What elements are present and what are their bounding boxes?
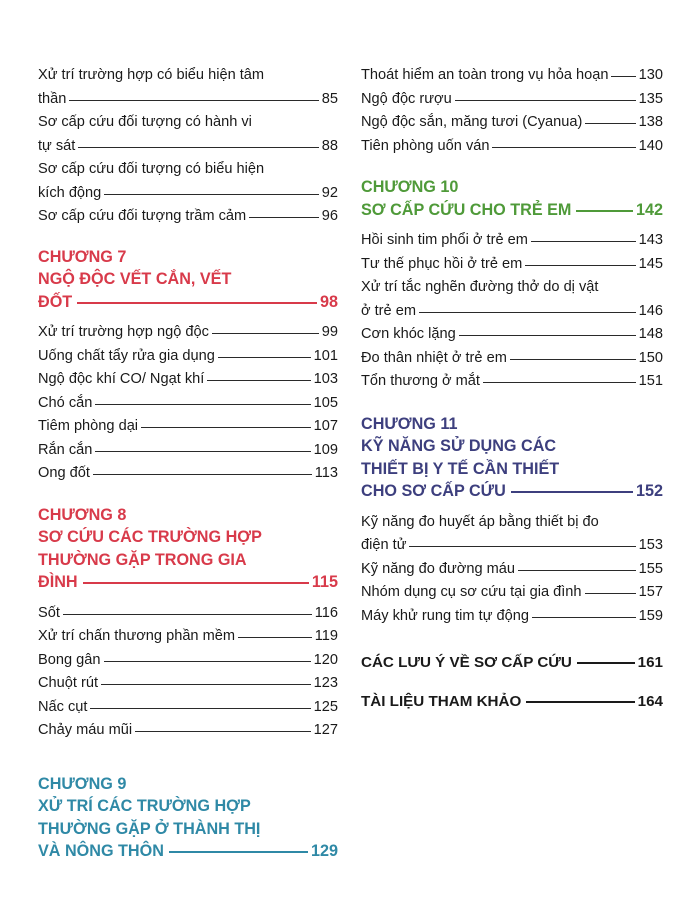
dot-leader [525,265,635,266]
entry-title-line: Xử trí trường hợp có biểu hiện tâm [38,67,265,83]
dot-leader [78,147,318,148]
leader-line [38,135,338,159]
toc-entry[interactable] [38,392,338,416]
entry-title-line: Sơ cấp cứu đối tượng có biểu hiện [38,161,265,177]
section-page-number: 161 [637,654,663,671]
dot-leader [511,491,633,493]
toc-entry[interactable] [38,415,338,439]
chapter-title-line: THIẾT BỊ Y TẾ CẦN THIẾT [361,459,560,478]
leader-line [38,88,338,112]
leader-line [361,229,663,253]
leader-line [361,88,663,112]
toc-entry[interactable] [38,439,338,463]
dot-leader [141,427,311,428]
page-number: 146 [638,302,663,319]
toc-entry[interactable] [38,625,338,649]
chapter-page-number: 115 [311,573,338,591]
entry-title: Uống chất tẩy rửa gia dụng [38,347,215,364]
chapter-title-line: VÀ NÔNG THÔN [38,842,164,860]
leader-line [38,672,338,696]
chapter-title-line: SƠ CỨU CÁC TRƯỜNG HỢP [38,528,262,546]
dot-leader [135,731,311,732]
leader-line [38,368,338,392]
chapter-page-number: 129 [310,842,338,860]
page-number: 101 [313,347,338,364]
entry-title: Cơn khóc lặng [361,326,456,342]
dot-leader [104,661,311,662]
dot-leader [576,210,633,212]
chapter-title-line: CHƯƠNG 9 [38,774,127,793]
entry-title: Sơ cấp cứu đối tượng trầm cảm [38,208,247,224]
entry-title: Tư thế phục hồi ở trẻ em [361,255,523,272]
toc-entry[interactable] [361,370,663,394]
chapter-title-line: KỸ NĂNG SỬ DỤNG CÁC [361,437,557,455]
entry-title: Nấc cụt [38,698,88,715]
entry-title: Kỹ năng đo đường máu [361,560,516,577]
leader-line [361,480,663,503]
leader-line [38,649,338,673]
page-number: 92 [321,184,338,201]
dot-leader [585,123,635,124]
leader-line [361,347,663,371]
dot-leader [577,662,635,664]
references-heading[interactable] [361,691,663,714]
toc-entry[interactable] [361,229,663,253]
leader-line [38,182,338,206]
entry-group [38,602,338,743]
chapter-title-line: CHƯƠNG 10 [361,178,459,196]
page-number: 99 [321,324,338,340]
dot-leader [518,570,636,571]
dot-leader [419,312,636,313]
dot-leader [95,451,310,452]
page-number: 96 [321,208,338,224]
toc-entry[interactable] [38,719,338,743]
entry-title: Xử trí trường hợp ngộ độc [38,324,209,340]
toc-entry[interactable] [38,321,338,345]
entry-title: kích động [38,184,102,201]
toc-entry[interactable] [361,135,663,159]
entry-title: Rắn cắn [38,441,93,458]
chapter-8-heading[interactable] [38,504,338,594]
leader-line [38,602,338,626]
chapter-page-number: 98 [319,292,338,311]
toc-entry[interactable] [361,323,663,347]
dot-leader [455,100,636,101]
notes-heading[interactable] [361,652,663,675]
leader-line [38,571,338,594]
leader-line [361,199,663,222]
entry-title-line: Sơ cấp cứu đối tượng có hành vi [38,114,252,130]
entry-group [38,321,338,486]
toc-entry[interactable] [38,672,338,696]
leader-line [361,558,663,582]
leader-line [38,291,338,314]
dot-leader [218,357,311,358]
toc-entry[interactable] [361,64,663,88]
entry-group [361,229,663,394]
toc-entry[interactable] [38,696,338,720]
page-number: 109 [313,441,338,458]
toc-entry[interactable] [361,276,663,323]
entry-title: Bong gân [38,651,101,668]
dot-leader [510,359,636,360]
toc-entry[interactable] [361,581,663,605]
section-title: CÁC LƯU Ý VỀ SƠ CẤP CỨU [361,654,572,671]
entry-title: Ong đốt [38,465,90,481]
page-number: 119 [314,628,338,644]
dot-leader [459,335,636,336]
toc-entry[interactable] [38,649,338,673]
dot-leader [611,76,635,77]
entry-title: ở trẻ em [361,302,416,319]
page-number: 140 [638,137,663,154]
toc-entry[interactable] [38,368,338,392]
page-number: 155 [638,560,663,577]
leader-line [361,691,663,714]
page-number: 150 [638,349,663,366]
toc-entry[interactable] [38,158,338,205]
leader-line [38,696,338,720]
chapter-title-line: THƯỜNG GẶP TRONG GIA [38,550,247,569]
entry-title-line: Kỹ năng đo huyết áp bằng thiết bị đo [361,513,599,530]
leader-line [38,205,338,229]
chapter-title-line: CHƯƠNG 8 [38,505,127,524]
toc-entry[interactable] [361,111,663,135]
leader-line [361,652,663,675]
page-number: 88 [321,137,338,154]
leader-line [361,64,663,88]
leader-line [361,581,663,605]
dot-leader [77,302,317,304]
entry-title: Đo thân nhiệt ở trẻ em [361,349,507,366]
chapter-title-line: CHO SƠ CẤP CỨU [361,482,506,500]
entry-title: Hồi sinh tim phổi ở trẻ em [361,232,528,248]
chapter-title-line: ĐÌNH [38,573,78,591]
page-number: 153 [638,537,663,553]
section-title: TÀI LIỆU THAM KHẢO [361,692,522,710]
page-number: 113 [314,465,338,481]
page-number: 157 [638,584,663,600]
page-number: 85 [321,90,338,107]
entry-group [38,64,338,229]
entry-title: Máy khử rung tim tự động [361,607,529,624]
chapter-title-line: NGỘ ĐỘC VẾT CẮN, VẾT [38,270,232,288]
page-number: 125 [313,698,338,715]
page-number: 151 [638,373,663,389]
leader-line [361,111,663,135]
entry-title: Ngộ độc sắn, măng tươi (Cyanua) [361,114,583,130]
dot-leader [169,851,308,853]
section-page-number: 164 [637,692,663,710]
leader-line [361,253,663,277]
chapter-title-line: CHƯƠNG 11 [361,414,458,433]
dot-leader [585,593,636,594]
dot-leader [483,382,636,383]
toc-entry[interactable] [361,558,663,582]
chapter-title-line: SƠ CẤP CỨU CHO TRẺ EM [361,200,572,219]
dot-leader [69,100,318,101]
entry-title: Thoát hiểm an toàn trong vụ hỏa hoạn [361,67,609,83]
chapter-title-line: XỬ TRÍ CÁC TRƯỜNG HỢP [38,797,251,815]
entry-title: điện tử [361,537,407,553]
entry-title: tự sát [38,137,76,154]
toc-entry[interactable] [38,462,338,486]
chapter-title-line: ĐỐT [38,292,73,311]
entry-title: thần [38,90,67,107]
page-number: 123 [313,675,338,691]
entry-title: Ngộ độc rượu [361,90,452,107]
leader-line [38,625,338,649]
leader-line [361,323,663,347]
dot-leader [207,380,310,381]
dot-leader [95,404,310,405]
leader-line [361,370,663,394]
entry-title: Tiêm phòng dại [38,418,139,434]
leader-line [38,840,338,863]
page-number: 148 [638,326,663,342]
chapter-title-line: CHƯƠNG 7 [38,247,127,266]
toc-entry[interactable] [361,605,663,629]
leader-line [38,462,338,486]
dot-leader [532,617,636,618]
dot-leader [531,241,636,242]
entry-title: Nhóm dụng cụ sơ cứu tại gia đình [361,584,582,600]
entry-title: Chó cắn [38,394,93,411]
dot-leader [409,546,635,547]
entry-title: Chảy máu mũi [38,722,133,738]
page-number: 107 [313,418,338,434]
page-number: 159 [638,607,663,624]
dot-leader [63,614,312,615]
toc-entry[interactable] [38,111,338,158]
toc-entry[interactable] [38,205,338,229]
page-number: 127 [313,722,338,738]
chapter-9-heading[interactable] [38,773,338,863]
entry-title: Tiên phòng uốn ván [361,137,490,154]
dot-leader [492,147,635,148]
page-number: 143 [638,232,663,248]
entry-title: Tổn thương ở mắt [361,373,480,389]
dot-leader [249,217,319,218]
page-number: 120 [313,651,338,668]
leader-line [38,719,338,743]
chapter-page-number: 142 [635,200,663,219]
page-number: 138 [638,114,663,130]
chapter-10-heading[interactable] [361,176,663,221]
dot-leader [101,684,311,685]
entry-title: Chuột rút [38,675,99,691]
leader-line [38,345,338,369]
toc-left-column [38,64,338,871]
dot-leader [104,194,318,195]
leader-line [361,605,663,629]
dot-leader [90,708,310,709]
entry-title-line: Xử trí tắc nghẽn đường thở do dị vật [361,279,599,295]
toc-entry[interactable] [361,88,663,112]
entry-group [361,511,663,629]
leader-line [361,534,663,558]
leader-line [38,392,338,416]
toc-entry[interactable] [38,602,338,626]
page-number: 145 [638,255,663,272]
chapter-title-line: THƯỜNG GẶP Ở THÀNH THỊ [38,819,261,838]
chapter-11-heading[interactable] [361,413,663,503]
leader-line [361,300,663,324]
entry-title: Xử trí chấn thương phần mềm [38,628,236,644]
leader-line [38,321,338,345]
entry-title: Ngộ độc khí CO/ Ngạt khí [38,371,205,387]
toc-entry[interactable] [361,347,663,371]
page-number: 105 [313,394,338,411]
page-number: 103 [313,371,338,387]
dot-leader [93,474,312,475]
toc-entry[interactable] [361,253,663,277]
dot-leader [212,333,319,334]
leader-line [361,135,663,159]
dot-leader [83,582,309,584]
toc-entry[interactable] [361,511,663,558]
dot-leader [238,637,312,638]
chapter-page-number: 152 [635,482,663,500]
leader-line [38,439,338,463]
toc-entry[interactable] [38,64,338,111]
toc-entry[interactable] [38,345,338,369]
toc-right-column [361,64,663,721]
entry-group [361,64,663,158]
page-number: 130 [638,67,663,83]
page-number: 135 [638,90,663,107]
leader-line [38,415,338,439]
dot-leader [526,701,634,703]
page-number: 116 [314,604,338,621]
entry-title: Sốt [38,604,60,621]
chapter-7-heading[interactable] [38,246,338,314]
